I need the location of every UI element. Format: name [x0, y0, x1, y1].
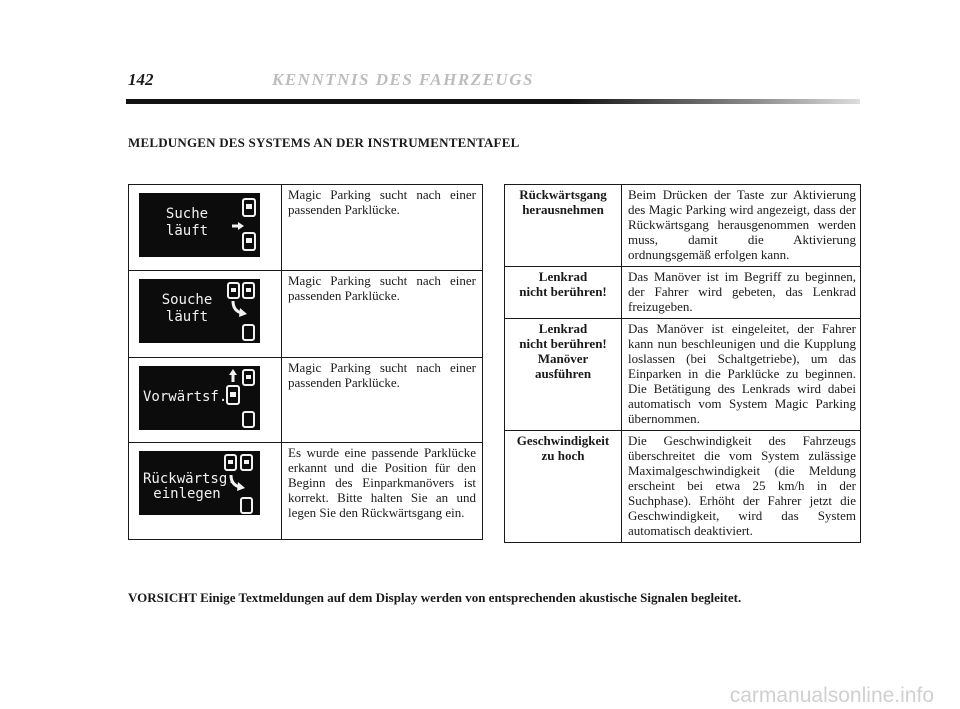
dashboard-display: [139, 193, 260, 257]
term-line: Lenkrad: [538, 269, 588, 284]
dashboard-display: [139, 451, 260, 515]
message-term-cell: [505, 431, 622, 543]
term-line: Manöver: [537, 351, 589, 366]
display-text-line: Vorwärtsf.: [143, 389, 228, 405]
car-icon: [227, 386, 239, 404]
parking-graphic: [139, 193, 260, 257]
display-text-line: läuft: [165, 309, 209, 325]
description-cell: Das Manöver ist eingeleitet, der Fahrer kann nun beschleunigen und die Kupplung loslassen (bei Schaltgetriebe), um das Einparken in die Parklücke zu beginnen. Die Betätigung des Lenkrads wird dabei automatisch vom System Magic Parking übernommen.: [622, 319, 861, 431]
caution-note: VORSICHT Einige Textmeldungen auf dem Display werden von entsprechenden akustische Signalen begleitet.: [128, 590, 742, 605]
table-row: [129, 185, 483, 271]
display-messages-table: [128, 184, 483, 540]
description-cell: Die Geschwindigkeit des Fahrzeugs überschreitet die vom System zulässige Maximalgeschwindigkeit (die Meldung erscheint bei etwa 25 km/h in der Suchphase). Erhöht der Fahrer jetzt die Geschwindigkeit, wird das System automatisch deaktiviert.: [622, 431, 861, 543]
car-icon: [243, 325, 254, 340]
description-cell: Es wurde eine passende Parklücke erkannt und die Position für den Beginn des Einparkmanövers ist korrekt. Bitte halten Sie an und legen Sie den Rückwärtsgang ein.: [282, 443, 483, 540]
parking-graphic: [139, 279, 260, 343]
car-icon: [243, 412, 254, 427]
header-rule: [126, 99, 860, 104]
parking-graphic: [139, 451, 260, 515]
car-icon: [225, 455, 236, 470]
car-icon: [243, 199, 255, 216]
term-line: Geschwindigkeit: [516, 433, 610, 448]
car-icon: [243, 233, 255, 250]
message-term-cell: [505, 185, 622, 267]
car-icon: [241, 455, 252, 470]
term-line: ausführen: [534, 366, 592, 381]
term-line: zu hoch: [541, 448, 585, 463]
description-cell: Magic Parking sucht nach einer passenden Parklücke.: [282, 271, 483, 358]
term-line: nicht berühren!: [519, 336, 607, 351]
section-heading: MELDUNGEN DES SYSTEMS AN DER INSTRUMENTENTAFEL: [128, 135, 520, 150]
description-cell: Magic Parking sucht nach einer passenden Parklücke.: [282, 358, 483, 443]
table-row: [505, 431, 861, 543]
car-icon: [228, 283, 239, 298]
display-text-line: einlegen: [153, 486, 221, 502]
message-term-cell: [505, 267, 622, 319]
car-icon: [243, 370, 254, 385]
description-cell: Das Manöver ist im Begriff zu beginnen, der Fahrer wird gebeten, das Lenkrad freizugeben.: [622, 267, 861, 319]
dashboard-display: [139, 279, 260, 343]
table-row: [129, 271, 483, 358]
page-number: 142: [128, 70, 154, 89]
curved-arrow-icon: [233, 301, 247, 317]
watermark: carmanualsonline.info: [729, 684, 934, 707]
car-icon: [243, 283, 254, 298]
term-line: herausnehmen: [522, 202, 604, 217]
curved-arrow-icon: [231, 475, 245, 491]
running-title: KENNTNIS DES FAHRZEUGS: [272, 70, 534, 89]
table-row: [505, 319, 861, 431]
term-line: nicht berühren!: [519, 284, 607, 299]
description-cell: Beim Drücken der Taste zur Aktivierung des Magic Parking wird angezeigt, dass der Rückwärtsgang herausgenommen werden muss, damit die Aktivierung ordnungsgemäß erfolgen kann.: [622, 185, 861, 267]
table-row: [505, 267, 861, 319]
table-row: [505, 185, 861, 267]
term-line: Lenkrad: [538, 321, 588, 336]
table-row: [129, 358, 483, 443]
table-row: [129, 443, 483, 540]
description-cell: Magic Parking sucht nach einer passenden Parklücke.: [282, 185, 483, 271]
display-text-line: läuft: [165, 223, 209, 239]
display-text-line: Souche: [161, 292, 213, 308]
status-messages-table: [504, 184, 861, 543]
display-text-line: Suche: [165, 206, 209, 222]
display-text-line: Rückwärtsg.: [143, 471, 236, 487]
term-line: Rückwärtsgang: [519, 187, 607, 202]
parking-graphic: [139, 366, 260, 430]
dashboard-display: [139, 366, 260, 430]
arrow-right-icon: [232, 222, 244, 230]
arrow-up-icon: [229, 369, 237, 382]
car-icon: [241, 498, 252, 513]
message-term-cell: [505, 319, 622, 431]
